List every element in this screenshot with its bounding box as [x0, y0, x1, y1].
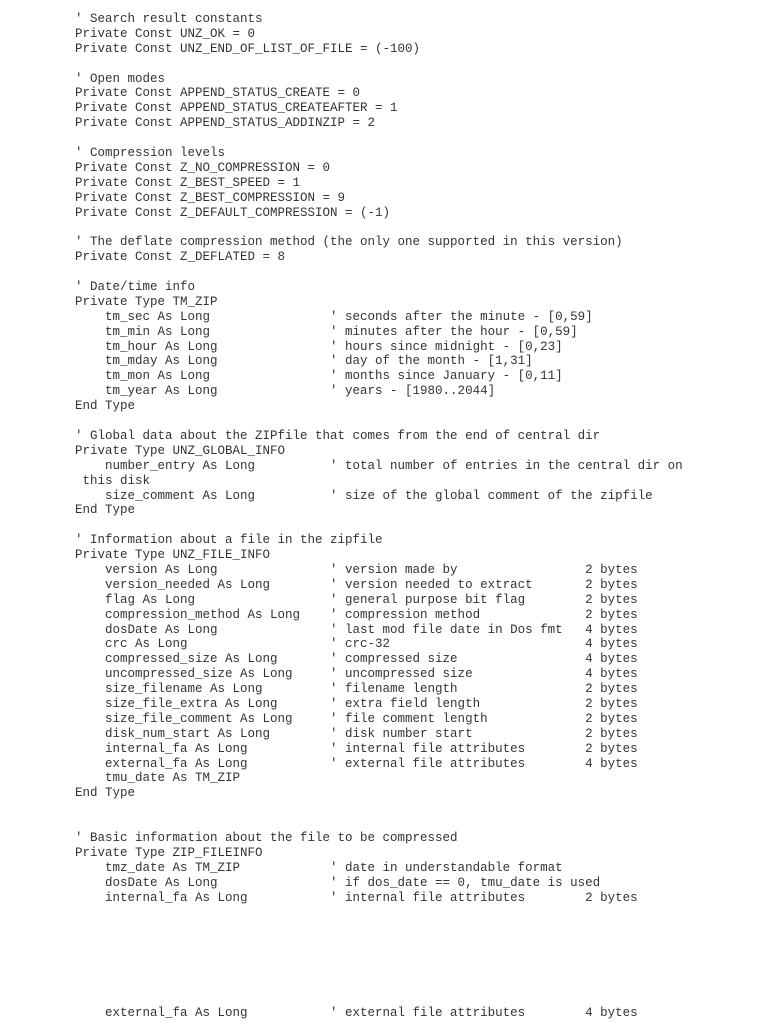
code-line: disk_num_start As Long ' disk number start 2 bytes — [75, 726, 638, 741]
code-line: tmu_date As TM_ZIP — [75, 771, 241, 786]
code-line — [75, 220, 683, 235]
code-line: End Type — [75, 786, 136, 801]
code-line: Private Const UNZ_END_OF_LIST_OF_FILE = (-100) — [75, 41, 421, 56]
code-line — [75, 131, 683, 146]
code-line: size_file_extra As Long ' extra field length 2 bytes — [75, 696, 638, 711]
code-line: ' Information about a file in the zipfile — [75, 533, 383, 548]
code-line — [75, 801, 683, 816]
code-line: Private Const Z_NO_COMPRESSION = 0 — [75, 160, 331, 175]
code-line: this disk — [75, 473, 151, 488]
code-line: tm_mon As Long ' months since January - [0,11] — [75, 369, 563, 384]
code-line: size_filename As Long ' filename length 2 bytes — [75, 682, 638, 697]
code-line: size_file_comment As Long ' file comment length 2 bytes — [75, 711, 638, 726]
code-line: uncompressed_size As Long ' uncompressed size 4 bytes — [75, 667, 638, 682]
code-line: dosDate As Long ' if dos_date == 0, tmu_date is used — [75, 875, 601, 890]
code-line: Private Const Z_BEST_COMPRESSION = 9 — [75, 190, 346, 205]
code-line — [75, 816, 683, 831]
code-line: compressed_size As Long ' compressed size 4 bytes — [75, 652, 638, 667]
code-line — [75, 265, 683, 280]
code-line: tm_hour As Long ' hours since midnight - [0,23] — [75, 339, 563, 354]
code-line: Private Const Z_DEFLATED = 8 — [75, 250, 286, 265]
code-line: ' Basic information about the file to be compressed — [75, 830, 458, 845]
code-line: End Type — [75, 399, 136, 414]
code-line: tm_mday As Long ' day of the month - [1,31] — [75, 354, 533, 369]
code-line: tm_sec As Long ' seconds after the minute - [0,59] — [75, 309, 593, 324]
code-line: Private Const Z_BEST_SPEED = 1 — [75, 175, 301, 190]
code-line: tm_min As Long ' minutes after the hour - [0,59] — [75, 324, 578, 339]
code-line: ' Global data about the ZIPfile that comes from the end of central dir — [75, 428, 601, 443]
code-line: Private Type UNZ_GLOBAL_INFO — [75, 443, 286, 458]
code-line: ' Open modes — [75, 71, 166, 86]
code-line: ' Date/time info — [75, 280, 196, 295]
code-line: compression_method As Long ' compression method 2 bytes — [75, 607, 638, 622]
code-line: tm_year As Long ' years - [1980..2044] — [75, 384, 496, 399]
code-line: Private Const UNZ_OK = 0 — [75, 26, 256, 41]
code-line: tmz_date As TM_ZIP ' date in understandable format — [75, 860, 563, 875]
code-line: ' Compression levels — [75, 146, 226, 161]
code-line: End Type — [75, 503, 136, 518]
code-line — [75, 57, 683, 72]
code-line: version_needed As Long ' version needed to extract 2 bytes — [75, 577, 638, 592]
code-line: crc As Long ' crc-32 4 bytes — [75, 637, 638, 652]
code-line: dosDate As Long ' last mod file date in Dos fmt 4 bytes — [75, 622, 638, 637]
code-line: version As Long ' version made by 2 bytes — [75, 562, 638, 577]
code-line: internal_fa As Long ' internal file attributes 2 bytes — [75, 741, 638, 756]
code-line: ' Search result constants — [75, 12, 263, 26]
code-line-trailing: external_fa As Long ' external file attributes 4 bytes — [75, 1006, 638, 1020]
code-line: ' The deflate compression method (the only one supported in this version) — [75, 235, 623, 250]
code-line: number_entry As Long ' total number of entries in the central dir on — [75, 458, 683, 473]
code-listing — [75, 12, 683, 905]
code-line: Private Const APPEND_STATUS_CREATE = 0 — [75, 86, 361, 101]
code-line: external_fa As Long ' external file attributes 4 bytes — [75, 756, 638, 771]
code-line: Private Const Z_DEFAULT_COMPRESSION = (-1) — [75, 205, 391, 220]
code-line: Private Const APPEND_STATUS_ADDINZIP = 2 — [75, 116, 376, 131]
code-line: internal_fa As Long ' internal file attributes 2 bytes — [75, 890, 638, 905]
code-line: size_comment As Long ' size of the global comment of the zipfile — [75, 488, 653, 503]
code-line: flag As Long ' general purpose bit flag 2 bytes — [75, 592, 638, 607]
code-line: Private Type ZIP_FILEINFO — [75, 845, 263, 860]
code-line: Private Type UNZ_FILE_INFO — [75, 548, 271, 563]
code-line: Private Const APPEND_STATUS_CREATEAFTER = 1 — [75, 101, 398, 116]
code-line — [75, 414, 683, 429]
code-line — [75, 518, 683, 533]
code-line: Private Type TM_ZIP — [75, 294, 218, 309]
